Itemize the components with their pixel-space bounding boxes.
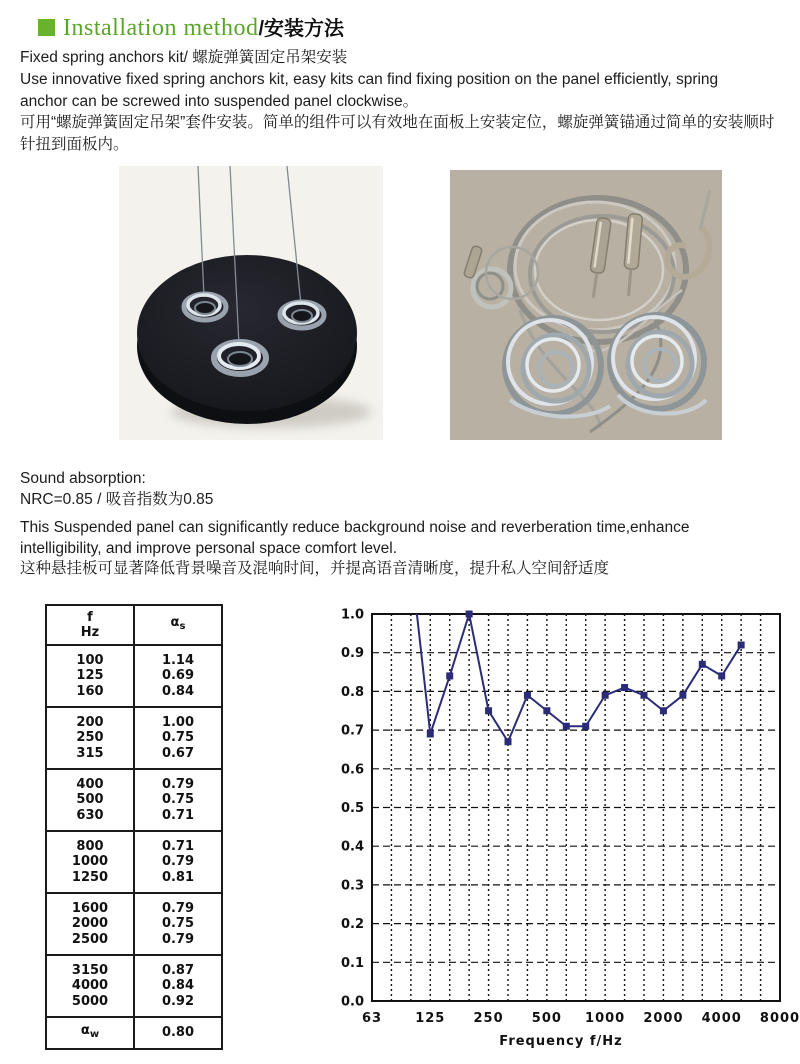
- table-row: [46, 707, 222, 769]
- text-line: Fixed spring anchors kit/ 螺旋弹簧固定吊架安装: [20, 49, 348, 66]
- data-point-marker: [582, 723, 589, 730]
- section-title-zh: /安装方法: [258, 18, 345, 40]
- data-point-marker: [718, 672, 725, 679]
- x-axis-tick-label: 63: [361, 1011, 383, 1026]
- table-row: [46, 645, 222, 707]
- alpha-w-value-cell: 0.80: [134, 1017, 222, 1049]
- kit-photo-graphic: [450, 170, 722, 440]
- frequency-cell: 100 125 160: [46, 645, 134, 707]
- text-line: Use innovative fixed spring anchors kit, easy kits can find fixing position on the panel efficiently, spring: [20, 70, 719, 88]
- data-point-marker: [679, 692, 686, 699]
- table-row: [46, 893, 222, 955]
- alpha-value-cell: 1.14 0.69 0.84: [134, 645, 222, 707]
- y-axis-tick-label: 0.5: [340, 801, 364, 816]
- spring-anchor-kit-photo: [450, 170, 722, 440]
- panel-disc-top: [137, 255, 357, 411]
- frequency-cell: 1600 2000 2500: [46, 893, 134, 955]
- alpha-value-cell: 0.79 0.75 0.79: [134, 893, 222, 955]
- data-point-marker: [563, 723, 570, 730]
- y-axis-tick-label: 0.6: [340, 762, 364, 778]
- x-axis-tick-label: 250: [473, 1011, 504, 1026]
- data-point-marker: [524, 692, 531, 699]
- data-point-marker: [505, 738, 512, 745]
- x-axis-title: Frequency f/Hz: [499, 1034, 623, 1049]
- y-axis-tick-label: 0.8: [340, 684, 364, 700]
- frequency-cell: 400 500 630: [46, 769, 134, 831]
- table-row: [46, 955, 222, 1017]
- y-axis-tick-label: 1.0: [340, 607, 364, 623]
- section-header: [38, 12, 344, 42]
- sound-absorption-paragraph: [20, 469, 790, 580]
- table-header-alpha-s: $\alpha_s$: [134, 605, 222, 645]
- panel-with-spring-anchors-photo: [119, 166, 383, 440]
- x-axis-tick-label: 500: [531, 1011, 562, 1026]
- table-header-frequency: f Hz: [46, 605, 134, 645]
- table-row: [46, 831, 222, 893]
- data-point-marker: [602, 692, 609, 699]
- y-axis-tick-label: 0.3: [340, 878, 364, 894]
- text-line: 针扭到面板内。: [20, 136, 129, 154]
- text-line: anchor can be screwed into suspended panel clockwise。: [20, 92, 419, 110]
- alpha-w-label-cell: $\alpha_w$: [46, 1017, 134, 1049]
- y-axis-tick-label: 0.0: [340, 994, 364, 1010]
- data-line: [411, 600, 741, 742]
- absorption-coefficient-table: [45, 604, 223, 1050]
- text-line: intelligibility, and improve personal space comfort level.: [20, 539, 398, 557]
- data-point-marker: [641, 692, 648, 699]
- alpha-value-cell: 1.00 0.75 0.67: [134, 707, 222, 769]
- section-title-en: Installation method: [63, 15, 259, 41]
- data-point-marker: [485, 707, 492, 714]
- y-axis-tick-label: 0.9: [340, 646, 364, 662]
- alpha-value-cell: 0.79 0.75 0.71: [134, 769, 222, 831]
- data-point-marker: [446, 672, 453, 679]
- text-line: NRC=0.85 / 吸音指数为0.85: [20, 490, 214, 508]
- x-axis-tick-label: 125: [415, 1011, 446, 1026]
- x-axis-tick-label: 8000: [759, 1011, 800, 1026]
- table-row: [46, 769, 222, 831]
- frequency-cell: 3150 4000 5000: [46, 955, 134, 1017]
- intro-paragraph: [20, 47, 790, 156]
- x-axis-tick-label: 1000: [585, 1011, 626, 1026]
- data-point-marker: [543, 707, 550, 714]
- y-axis-tick-label: 0.7: [340, 723, 364, 739]
- data-point-marker: [699, 661, 706, 668]
- text-line: 这种悬挂板可显著降低背景噪音及混响时间，并提高语音清晰度，提升私人空间舒适度: [20, 560, 610, 578]
- data-point-marker: [466, 611, 473, 618]
- panel-photo-graphic: [119, 166, 383, 440]
- y-axis-tick-label: 0.1: [340, 955, 364, 971]
- x-axis-tick-label: 4000: [701, 1011, 742, 1026]
- y-axis-tick-label: 0.4: [340, 839, 364, 855]
- alpha-value-cell: 0.87 0.84 0.92: [134, 955, 222, 1017]
- absorption-frequency-chart: [330, 600, 800, 1060]
- text-line: 可用“螺旋弹簧固定吊架”套件安装。简单的组件可以有效地在面板上安装定位，螺旋弹簧锚通过简单的安装顺时: [20, 114, 775, 132]
- green-square-bullet-icon: [38, 19, 55, 36]
- x-axis-tick-label: 2000: [643, 1011, 684, 1026]
- text-line: This Suspended panel can significantly reduce background noise and reverberation time,enhance: [20, 519, 690, 537]
- data-point-marker: [660, 707, 667, 714]
- data-point-marker: [738, 641, 745, 648]
- data-point-marker: [427, 730, 434, 737]
- y-axis-tick-label: 0.2: [340, 917, 364, 933]
- text-line: Sound absorption:: [20, 470, 146, 487]
- frequency-cell: 200 250 315: [46, 707, 134, 769]
- data-point-marker: [621, 684, 628, 691]
- alpha-value-cell: 0.71 0.79 0.81: [134, 831, 222, 893]
- frequency-cell: 800 1000 1250: [46, 831, 134, 893]
